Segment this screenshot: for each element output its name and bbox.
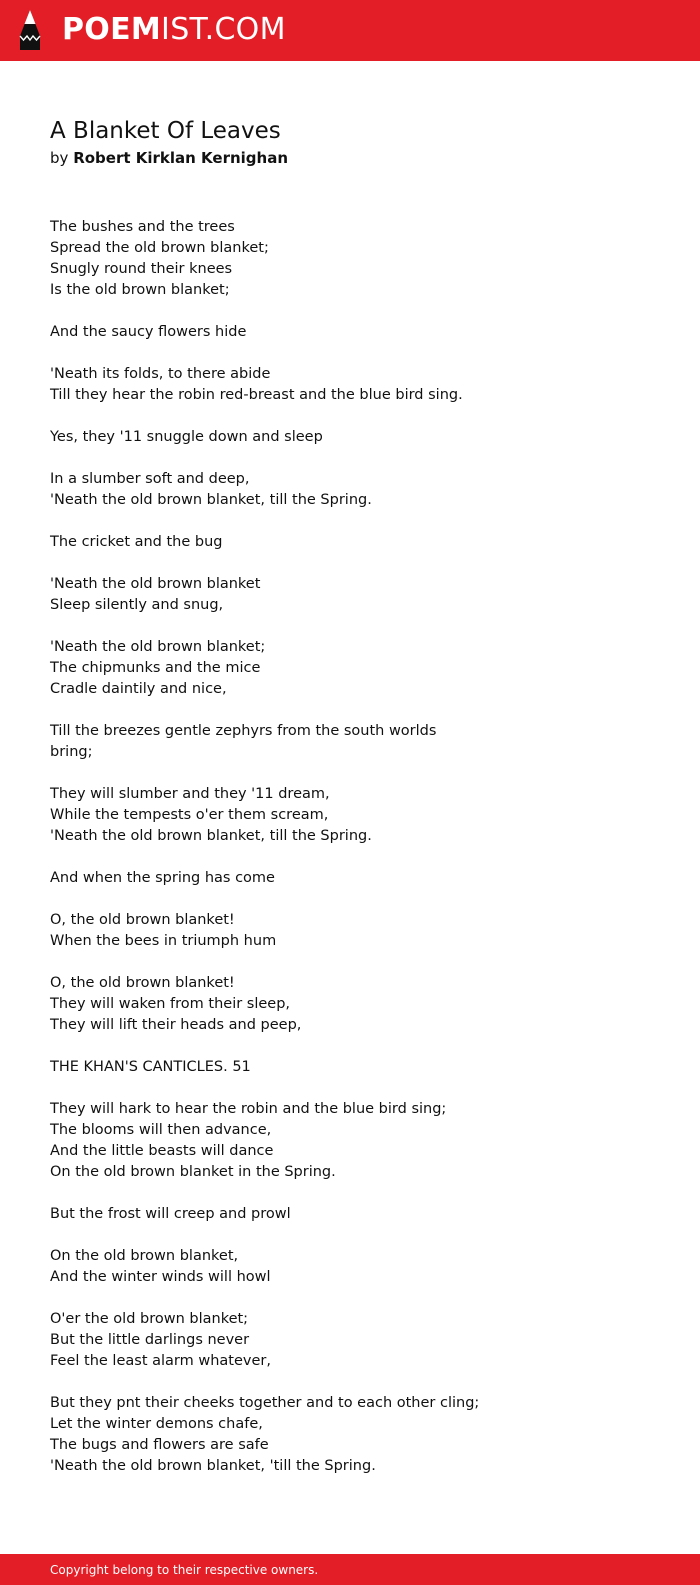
stanza-break <box>50 1036 650 1057</box>
stanza-break <box>50 343 650 364</box>
poem-line: Till the breezes gentle zephyrs from the south worlds <box>50 723 437 739</box>
stanza-break <box>50 616 650 637</box>
poem-line: But the little darlings never <box>50 1332 250 1348</box>
poem-line: The bushes and the trees <box>50 219 235 235</box>
poem-line: The bugs and flowers are safe <box>50 1437 269 1453</box>
stanza-break <box>50 1183 650 1204</box>
poem-line: 'Neath the old brown blanket, 'till the Spring. <box>50 1458 376 1474</box>
poem-line: Till they hear the robin red-breast and the blue bird sing. <box>50 387 463 403</box>
stanza-break <box>50 952 650 973</box>
stanza-break <box>50 889 650 910</box>
stanza-break <box>50 1078 650 1099</box>
site-header <box>0 0 700 61</box>
poem-line: And the little beasts will dance <box>50 1143 274 1159</box>
stanza-break <box>50 553 650 574</box>
author-name: Robert Kirklan Kernighan <box>73 149 289 167</box>
poem-line: But they pnt their cheeks together and to each other cling; <box>50 1395 480 1411</box>
stanza-break <box>50 700 650 721</box>
poem-line: They will lift their heads and peep, <box>50 1017 302 1033</box>
poem-line: Sleep silently and snug, <box>50 597 224 613</box>
poem-line: Spread the old brown blanket; <box>50 240 269 256</box>
poem-line: Let the winter demons chafe, <box>50 1416 263 1432</box>
poem-line: They will hark to hear the robin and the blue bird sing; <box>50 1101 447 1117</box>
poem-line: 'Neath the old brown blanket <box>50 576 261 592</box>
poem-line: And the winter winds will howl <box>50 1269 271 1285</box>
stanza-break <box>50 1288 650 1309</box>
poem-line: On the old brown blanket in the Spring. <box>50 1164 336 1180</box>
stanza-break <box>50 847 650 868</box>
poem-line: 'Neath the old brown blanket; <box>50 639 266 655</box>
poem-line: They will slumber and they '11 dream, <box>50 786 330 802</box>
poem-line: 'Neath the old brown blanket, till the Spring. <box>50 828 372 844</box>
poem-line: And when the spring has come <box>50 870 275 886</box>
logo-bold-text: POEM <box>62 12 162 47</box>
poem-line: 'Neath the old brown blanket, till the Spring. <box>50 492 372 508</box>
poem-line: O'er the old brown blanket; <box>50 1311 249 1327</box>
poem-line: Snugly round their knees <box>50 261 233 277</box>
poem-line: In a slumber soft and deep, <box>50 471 250 487</box>
poem-line: The blooms will then advance, <box>50 1122 272 1138</box>
poem-line: bring; <box>50 744 93 760</box>
stanza-break <box>50 1225 650 1246</box>
poem-line: On the old brown blanket, <box>50 1248 239 1264</box>
poem-line: O, the old brown blanket! <box>50 912 235 928</box>
poem-line: And the saucy flowers hide <box>50 324 247 340</box>
byline <box>50 147 288 169</box>
poem-line: Is the old brown blanket; <box>50 282 230 298</box>
poem-line: Cradle daintily and nice, <box>50 681 227 697</box>
site-footer <box>0 1554 700 1585</box>
poem-line: O, the old brown blanket! <box>50 975 235 991</box>
site-logo[interactable] <box>62 12 286 48</box>
stanza-break <box>50 763 650 784</box>
stanza-break <box>50 406 650 427</box>
poem-line: The cricket and the bug <box>50 534 223 550</box>
poem-title: A Blanket Of Leaves <box>50 118 281 144</box>
pencil-tip-icon[interactable] <box>17 9 43 51</box>
copyright-text: Copyright belong to their respective owners. <box>50 1563 319 1577</box>
stanza-break <box>50 1372 650 1393</box>
stanza-break <box>50 448 650 469</box>
logo-light-text: IST.COM <box>161 12 286 47</box>
poem-line: Yes, they '11 snuggle down and sleep <box>50 429 323 445</box>
poem-line: But the frost will creep and prowl <box>50 1206 291 1222</box>
poem-line: 'Neath its folds, to there abide <box>50 366 271 382</box>
poem-body <box>50 217 650 1477</box>
poem-line: Feel the least alarm whatever, <box>50 1353 271 1369</box>
poem-line: The chipmunks and the mice <box>50 660 261 676</box>
poem-line: They will waken from their sleep, <box>50 996 291 1012</box>
poem-line: While the tempests o'er them scream, <box>50 807 329 823</box>
by-label: by <box>50 149 69 167</box>
stanza-break <box>50 301 650 322</box>
poem-line: When the bees in triumph hum <box>50 933 277 949</box>
poem-line: THE KHAN'S CANTICLES. 51 <box>50 1059 251 1075</box>
stanza-break <box>50 511 650 532</box>
